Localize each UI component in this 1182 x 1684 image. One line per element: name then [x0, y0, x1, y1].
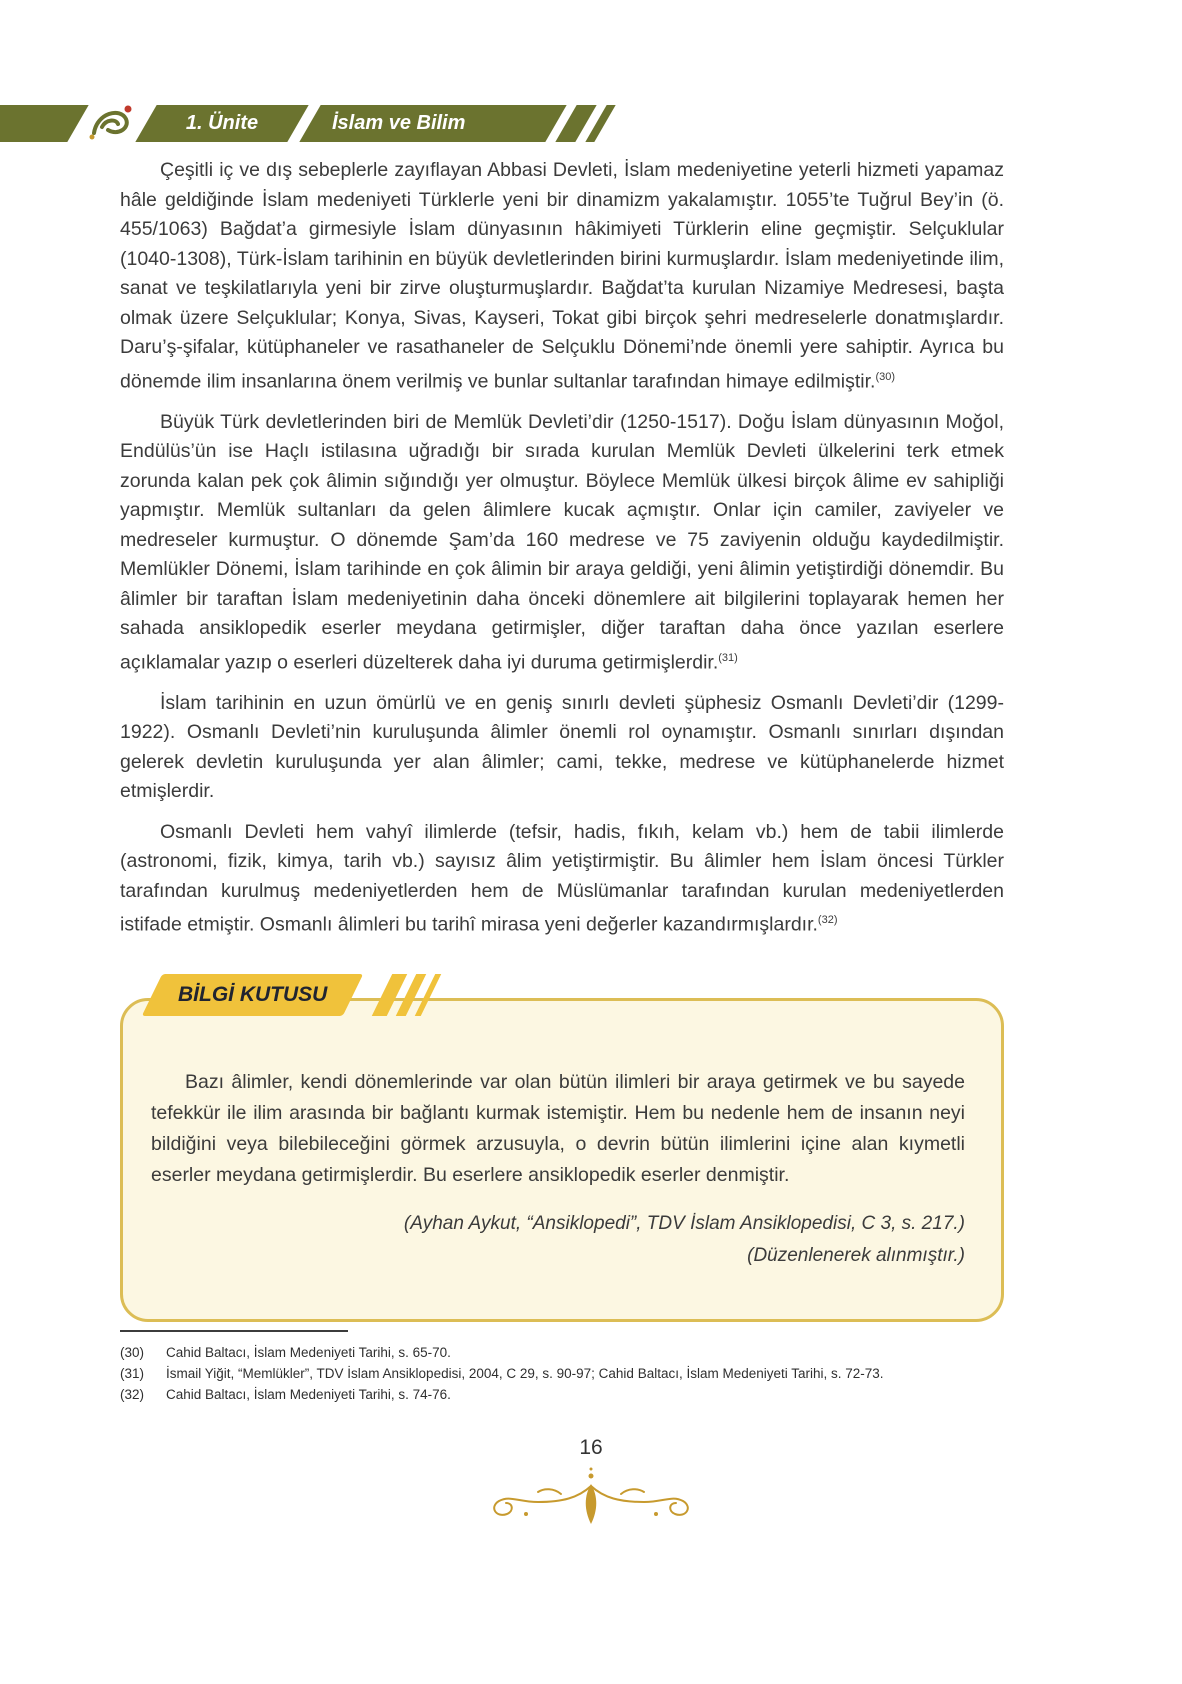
info-box-note: (Düzenlenerek alınmıştır.)	[747, 1245, 965, 1266]
subject-tab	[299, 105, 566, 142]
page-number: 16	[579, 1436, 603, 1459]
info-box-tab	[142, 974, 364, 1016]
info-box-tab-row	[138, 974, 1004, 1016]
footnote-number: (31)	[120, 1366, 145, 1381]
body-paragraph	[120, 408, 1004, 678]
footnote-ref: (30)	[875, 370, 895, 383]
paragraph-text: İslam tarihinin en uzun ömürlü ve en geniş sınırlı devleti şüphesiz Osmanlı Devleti’dir (1299-1922). Osmanlı Devleti’nin kuruluşunda âlimler önemli rol oynamıştır. Osmanlı sınırları dışından gelerek devletin kuruluşunda yer alan âlimler; cami, tekke, medrese ve kütüphanelerde hizmet etmişlerdir.	[120, 691, 1004, 802]
info-box-text: Bazı âlimler, kendi dönemlerinde var olan bütün ilimleri bir araya getirmek ve bu sayede tefekkür ile ilim arasında bir bağlantı kurmak istemiştir. Hem bu nedenle hem de insanın neyi bildiğini veya bilebileceğini görmek arzusuyla, o devrin bütün ilimlerini içine alan kıymetli eserler meydana getirmişlerdir. Bu eserlere ansiklopedik eserler denmiştir.	[151, 1071, 965, 1186]
footnote-number: (30)	[120, 1345, 145, 1360]
footnote-text: Cahid Baltacı, İslam Medeniyeti Tarihi, s. 65-70.	[166, 1345, 451, 1360]
body-paragraph	[120, 156, 1004, 397]
footnote-ref: (31)	[718, 651, 738, 664]
unit-tab	[135, 105, 308, 142]
footnote-text: İsmail Yiğit, “Memlükler”, TDV İslam Ansiklopedisi, 2004, C 29, s. 90-97; Cahid Baltacı, İslam Medeniyeti Tarihi, s. 72-73.	[166, 1366, 884, 1381]
page-body	[120, 156, 1004, 1322]
unit-header-band	[0, 105, 1182, 142]
footnote-text: Cahid Baltacı, İslam Medeniyeti Tarihi, s. 74-76.	[166, 1387, 451, 1402]
info-box-source: (Ayhan Aykut, “Ansiklopedi”, TDV İslam Ansiklopedisi, C 3, s. 217.)	[403, 1213, 965, 1234]
footnotes-section	[120, 1330, 1050, 1405]
footnote	[120, 1342, 1050, 1363]
footnote	[120, 1384, 1050, 1405]
info-box-title: BİLGİ KUTUSU	[178, 983, 328, 1006]
paragraph-text: Osmanlı Devleti hem vahyî ilimlerde (tefsir, hadis, fıkıh, kelam vb.) hem de tabii ilimlerde (astronomi, fizik, kimya, tarih vb.) sayısız âlim yetiştirmiştir. Bu âlimler hem İslam öncesi Türkler tarafından kurulmuş medeniyetlerden hem de Müslümanlar tarafından kurulan medeniyetlerden istifade etmiştir. Osmanlı âlimleri bu tarihî mirasa yeni değerler kazandırmışlardır.	[120, 820, 1004, 936]
info-box	[120, 974, 1004, 1322]
footnote	[120, 1363, 1050, 1384]
band-left-segment	[0, 105, 89, 142]
footnote-number: (32)	[120, 1387, 145, 1402]
info-box-body	[120, 998, 1004, 1322]
unit-label: 1. Ünite	[185, 112, 259, 134]
body-paragraph	[120, 818, 1004, 941]
footnote-ref: (32)	[817, 914, 838, 926]
logo-ornament-icon	[84, 97, 136, 149]
footnote-divider	[120, 1330, 348, 1332]
subject-label: İslam ve Bilim	[332, 112, 466, 134]
body-paragraph	[120, 689, 1004, 807]
paragraph-text: Çeşitli iç ve dış sebeplerle zayıflayan Abbasi Devleti, İslam medeniyetine yeterli hizmeti yapamaz hâle geldiğinde İslam medeniyeti Türklerle yeni bir dinamizm yakalamıştır. 1055’te Tuğrul Bey’in (ö. 455/1063) Bağdat’a girmesiyle İslam dünyasının hâkimiyeti Türklerin eline geçmiştir. Selçuklular (1040-1308), Türk-İslam tarihinin en büyük devletlerinden birini kurmuşlardır. İslam medeniyetinde ilim, sanat ve teşkilatlarıyla yeni bir zirve oluşturmuşlardır. Bağdat’ta kurulan Nizamiye Medresesi, başta olmak üzere Selçuklular; Konya, Sivas, Kayseri, Tokat gibi birçok şehri medreselerle donatmışlardır. Daru’ş-şifalar, kütüphaneler ve rasathaneler de Selçuklu Dönemi’nde önemli yere sahiptir. Ayrıca bu dönemde ilim insanlarına önem verilmiş ve bunlar sultanlar tarafından himaye edilmiştir.	[120, 159, 1004, 392]
page-ornament-icon	[466, 1466, 716, 1541]
paragraph-text: Büyük Türk devletlerinden biri de Memlük Devleti’dir (1250-1517). Doğu İslam dünyasının Moğol, Endülüs’ün ise Haçlı istilasına uğradığı bir sırada kurulan Memlük Devleti ülkelerini terk etmek zorunda kalan pek çok âlimin sığındığı yer olmuştur. Böylece Memlük ülkesi birçok âlime ev sahipliği yapmıştır. Memlük sultanları da gelen âlimlere kucak açmıştır. Onlar için camiler, zaviyeler ve medreseler kurmuştur. O dönemde Şam’da 160 medrese ve 75 zaviyenin olduğu kaydedilmiştir. Memlükler Dönemi, İslam tarihinde en çok âlimin bir araya geldiği, yeni âlimin yetiştirdiği dönemdir. Bu âlimler bir taraftan İslam medeniyetinin daha önceki dönemlere ait bilgilerini toplayarak hemen her sahada ansiklopedik eserler meydana getirmişler, diğer taraftan daha önce yazılan eserlere açıklamalar yazıp o eserleri düzelterek daha iyi duruma getirmişlerdir.	[120, 410, 1004, 673]
